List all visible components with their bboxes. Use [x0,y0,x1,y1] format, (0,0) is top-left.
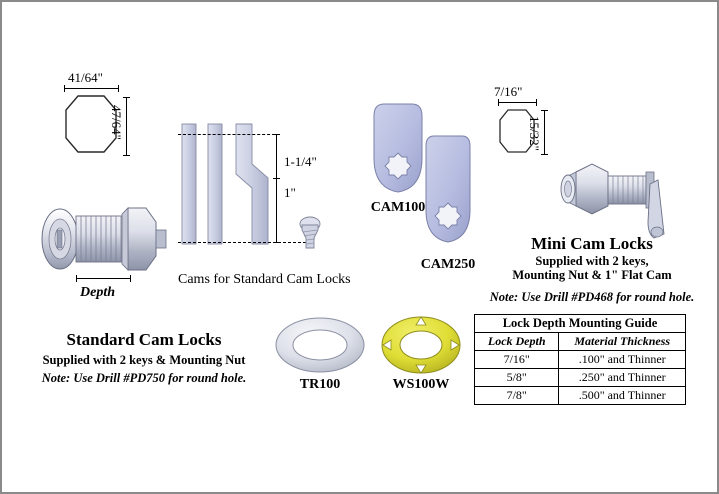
hex-width-label: 41/64" [68,70,103,85]
mini-hex-width-tick-right [536,99,537,106]
ws100w-label: WS100W [392,377,450,392]
cam-length-dimline [276,178,277,242]
table-cell-thickness: .500" and Thinner [559,387,686,405]
mini-section-subtitle-1: Supplied with 2 keys, [535,254,649,268]
cam-length-label: 1" [284,185,296,200]
mini-section-title: Mini Cam Locks [531,234,653,253]
standard-section-note: Note: Use Drill #PD750 for round hole. [41,371,247,385]
table-row [475,369,686,387]
standard-section-subtitle: Supplied with 2 keys & Mounting Nut [42,353,246,367]
mini-hex-height-label: 15/32" [527,116,542,151]
standard-section-title: Standard Cam Locks [66,330,222,349]
depth-label: Depth [80,285,115,300]
mini-hex-width-tick-left [498,99,499,106]
mini-section-note: Note: Use Drill #PD468 for round hole. [489,290,695,304]
cam250-label: CAM250 [420,257,476,272]
cam-top-reference-line [178,134,280,135]
cams-caption: Cams for Standard Cam Locks [178,272,351,287]
ws100w-part [380,314,462,376]
cam-offset-tick-bottom [273,242,280,243]
table-row [475,387,686,405]
table-cell-thickness: .100" and Thinner [559,351,686,369]
hex-width-dimline [64,88,118,89]
cam-length-tick-top [273,178,280,179]
mini-section-subtitle-2: Mounting Nut & 1" Flat Cam [512,268,672,282]
hex-width-tick-left [64,85,65,92]
hex-height-dimline [126,97,127,155]
cam-offset-tick-top [273,134,280,135]
table-col-material-thickness: Material Thickness [559,333,686,351]
mini-hex-height-tick-top [541,110,548,111]
table-cell-depth: 7/8" [475,387,559,405]
tr100-part [274,316,366,374]
table-row [475,351,686,369]
cam-bottom-reference-line [178,242,306,243]
tr100-label: TR100 [299,377,341,392]
mini-hex-width-dimline [498,102,536,103]
table-cell-depth: 5/8" [475,369,559,387]
cam100-part [370,102,426,194]
hex-height-label: 47/64" [109,105,124,140]
lock-depth-mounting-guide-table [474,314,686,405]
hex-width-tick-right [118,85,119,92]
table-col-lock-depth: Lock Depth [475,333,559,351]
depth-dimline [76,278,130,279]
table-cell-thickness: .250" and Thinner [559,369,686,387]
hex-height-tick-top [123,97,130,98]
depth-tick-left [76,275,77,282]
cam-offset-label: 1-1/4" [284,154,317,169]
mini-hex-height-dimline [544,110,545,154]
table-title: Lock Depth Mounting Guide [475,315,686,333]
cam250-part [422,134,474,244]
cam-screw [298,216,324,252]
hex-height-tick-bottom [123,155,130,156]
table-cell-depth: 7/16" [475,351,559,369]
cam100-label: CAM100 [370,200,426,215]
mini-hex-width-label: 7/16" [494,84,523,99]
depth-tick-right [130,275,131,282]
mini-hex-height-tick-bottom [541,154,548,155]
